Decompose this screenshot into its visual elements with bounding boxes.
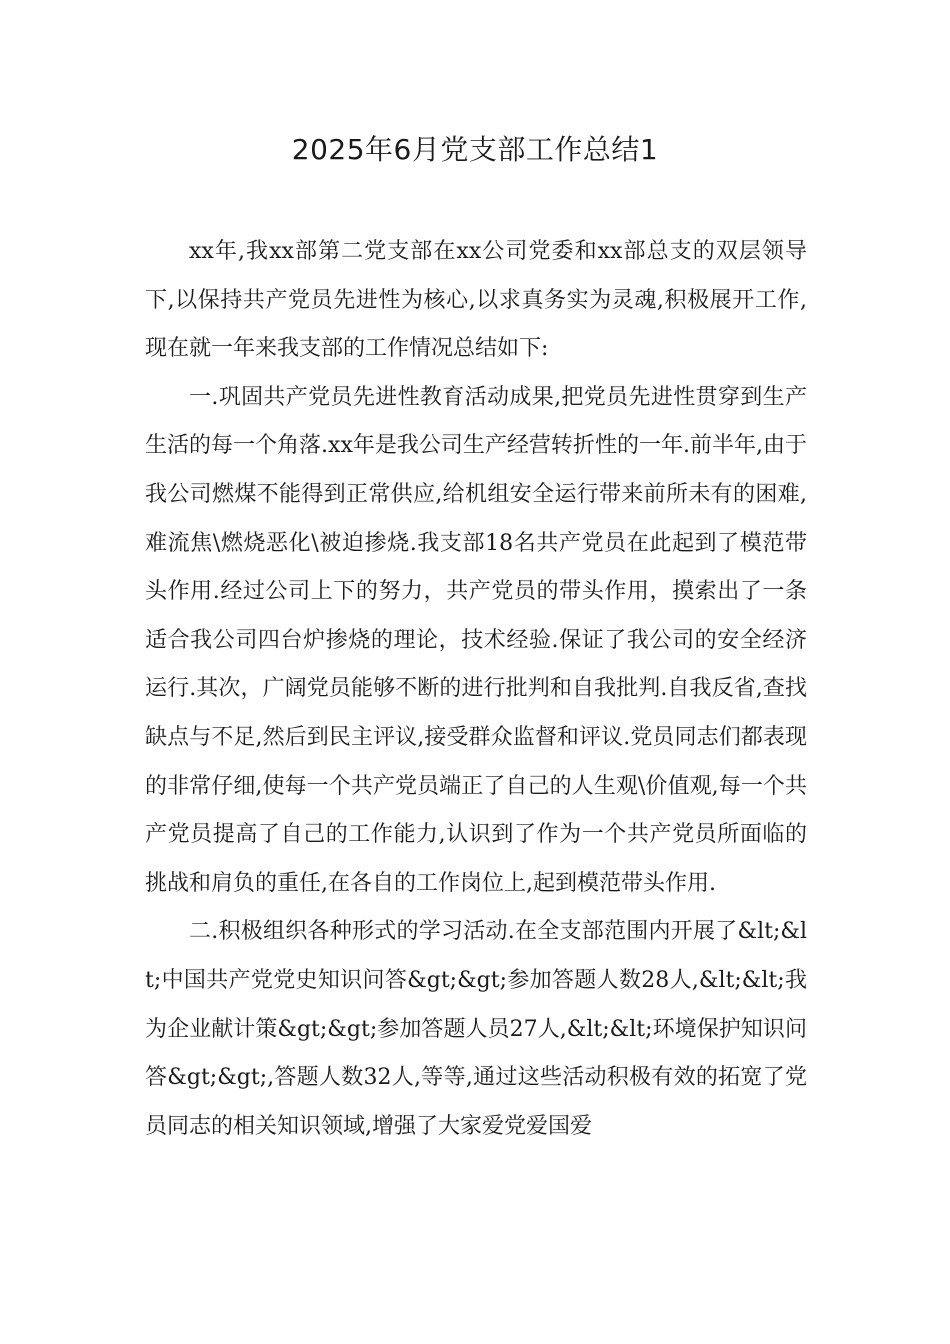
document-body [145, 228, 807, 1151]
document-title: 2025年6月党支部工作总结1 [291, 133, 659, 166]
paragraph-section-two: 二.积极组织各种形式的学习活动.在全支部范围内开展了&lt;&lt;中国共产党党史知识问答&gt;&gt;参加答题人数28人,&lt;&lt;我为企业献计策&gt;&gt;参加答题人员27人,&lt;&lt;环境保护知识问答&gt;&gt;,答题人数32人,等等,通过这些活动积极有效的拓宽了党员同志的相关知识领域,增强了大家爱党爱国爱 [145, 919, 807, 1139]
paragraph-section-one: 一.巩固共产党员先进性教育活动成果,把党员先进性贯穿到生产生活的每一个角落.xx年是我公司生产经营转折性的一年.前半年,由于我公司燃煤不能得到正常供应,给机组安全运行带来前所未有的困难,难流焦\燃烧恶化\被迫掺烧.我支部18名共产党员在此起到了模范带头作用.经过公司上下的努力，共产党员的带头作用，摸索出了一条适合我公司四台炉掺烧的理论，技术经验.保证了我公司的安全经济运行.其次，广阔党员能够不断的进行批判和自我批判.自我反省,查找缺点与不足,然后到民主评议,接受群众监督和评议.党员同志们都表现的非常仔细,使每一个共产党员端正了自己的人生观\价值观,每一个共产党员提高了自己的工作能力,认识到了作为一个共产党员所面临的挑战和肩负的重任,在各自的工作岗位上,起到模范带头作用. [145, 384, 807, 896]
paragraph-intro: xx年,我xx部第二党支部在xx公司党委和xx部总支的双层领导下,以保持共产党员先进性为核心,以求真务实为灵魂,积极展开工作,现在就一年来我支部的工作情况总结如下: [145, 239, 807, 362]
